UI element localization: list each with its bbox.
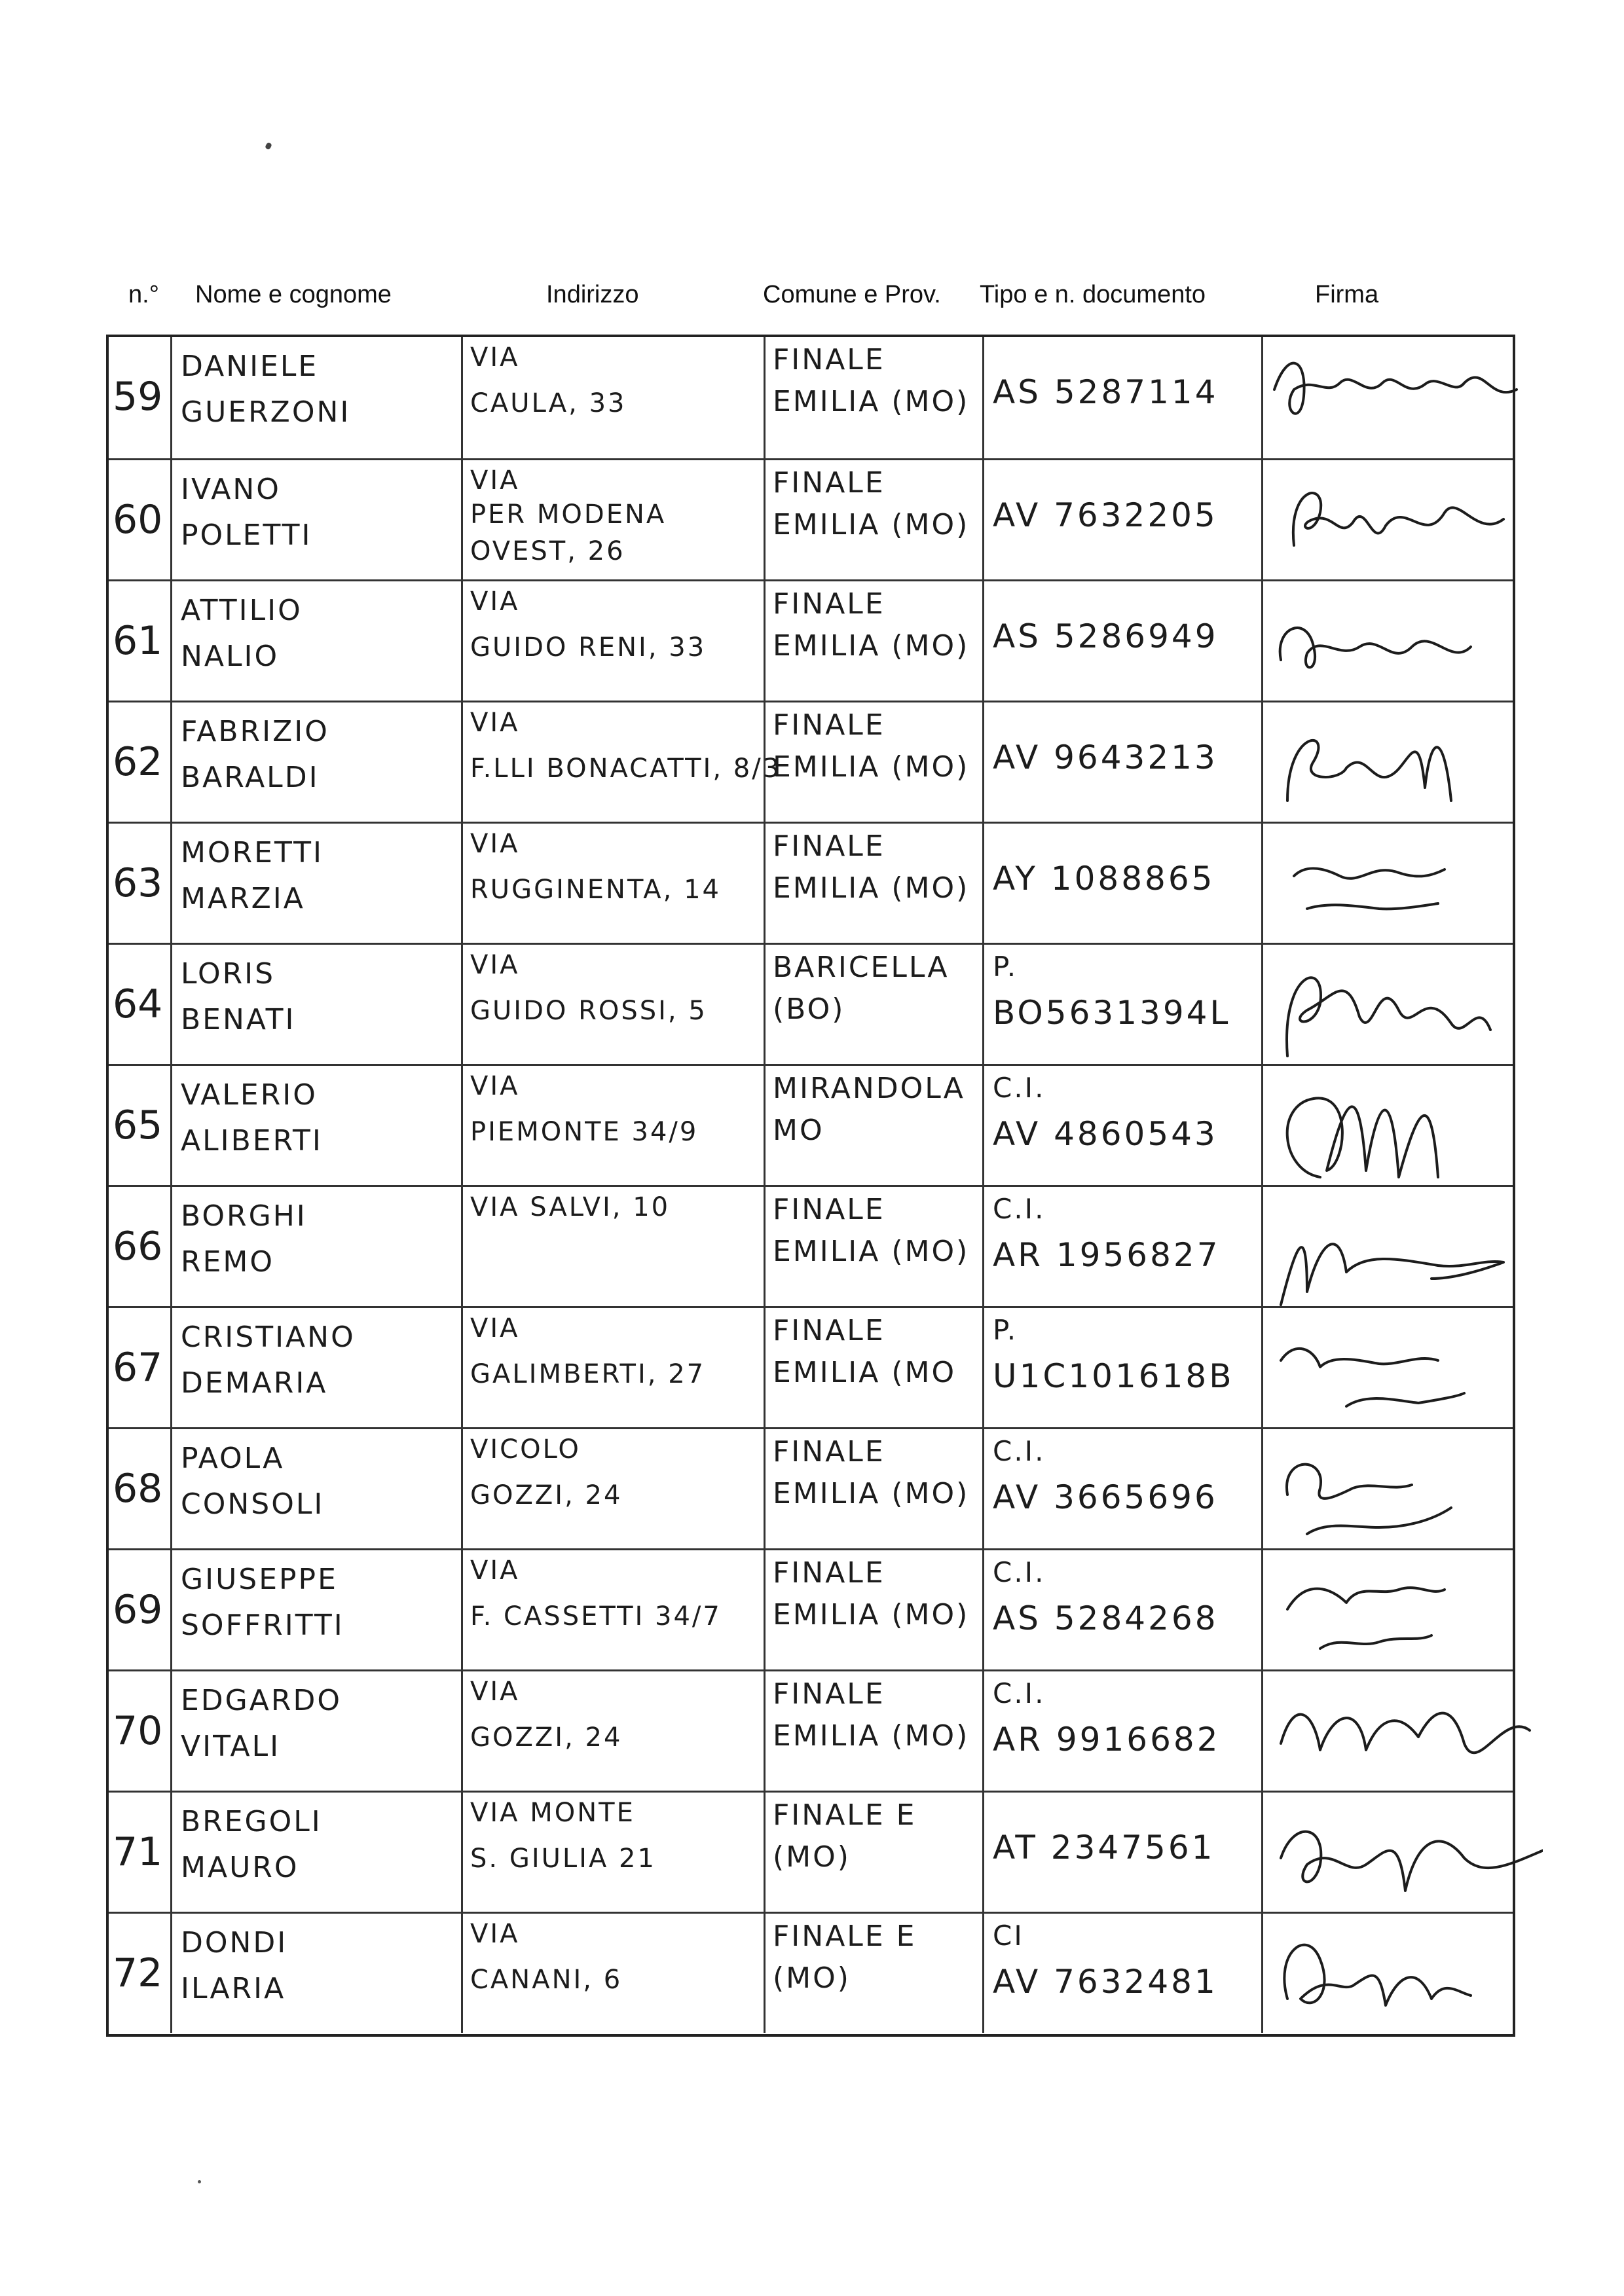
address-line-2: S. GIULIA 21 — [470, 1844, 656, 1874]
signature-path — [1287, 1588, 1445, 1649]
first-name: GIUSEPPE — [181, 1563, 338, 1596]
town-line-1: FINALE — [773, 1677, 885, 1711]
signature — [1268, 702, 1543, 824]
signature — [1268, 1429, 1543, 1550]
table-row — [109, 1306, 1513, 1427]
signature — [1268, 1187, 1543, 1308]
signature-stroke — [1268, 702, 1543, 824]
column-rule — [461, 1914, 463, 2033]
table-row — [109, 822, 1513, 943]
signature-path — [1274, 363, 1517, 414]
column-rule — [1261, 460, 1263, 579]
row-number: 60 — [113, 497, 163, 543]
row-number: 63 — [113, 860, 163, 906]
signature-path — [1281, 1713, 1530, 1753]
signature — [1268, 1914, 1543, 2035]
table-row — [109, 1669, 1513, 1791]
table-row — [109, 337, 1513, 458]
column-rule — [461, 702, 463, 822]
last-name: GUERZONI — [181, 395, 351, 429]
signature-path — [1281, 1349, 1464, 1406]
document-type: C.I. — [993, 1677, 1046, 1709]
last-name: BENATI — [181, 1003, 296, 1036]
last-name: MAURO — [181, 1851, 299, 1884]
table-row — [109, 1548, 1513, 1669]
address-line-1: VIA — [470, 465, 520, 496]
first-name: EDGARDO — [181, 1684, 342, 1717]
row-number: 68 — [113, 1466, 163, 1512]
document-number: AS 5286949 — [993, 617, 1219, 655]
row-number: 70 — [113, 1708, 163, 1754]
last-name: BARALDI — [181, 761, 320, 794]
column-rule — [982, 460, 984, 579]
town-line-2: EMILIA (MO) — [773, 629, 970, 663]
first-name: VALERIO — [181, 1078, 318, 1112]
signature-stroke — [1268, 460, 1543, 581]
row-number: 72 — [113, 1950, 163, 1996]
table-row — [109, 579, 1513, 701]
column-rule — [461, 1066, 463, 1185]
document-number: AV 7632205 — [993, 496, 1218, 534]
document-type: CI — [993, 1920, 1024, 1952]
address-line-1: VICOLO — [470, 1434, 581, 1465]
row-number: 66 — [113, 1224, 163, 1269]
address-line-1: VIA — [470, 342, 520, 373]
address-line-1: VIA — [470, 1677, 520, 1707]
signature-stroke — [1268, 1066, 1543, 1187]
column-rule — [982, 1066, 984, 1185]
signature — [1268, 824, 1543, 945]
column-rule — [1261, 1671, 1263, 1791]
column-rule — [764, 460, 766, 579]
last-name: REMO — [181, 1245, 274, 1279]
document-type: P. — [993, 951, 1018, 983]
column-rule — [1261, 702, 1263, 822]
column-rule — [461, 1308, 463, 1427]
address-line-2: PIEMONTE 34/9 — [470, 1117, 699, 1147]
last-name: POLETTI — [181, 519, 312, 552]
town-line-2: (MO) — [773, 1840, 851, 1874]
document-type: C.I. — [993, 1556, 1046, 1588]
column-rule — [982, 1550, 984, 1669]
column-rule — [982, 824, 984, 943]
town-line-2: EMILIA (MO — [773, 1356, 957, 1389]
document-number: AV 4860543 — [993, 1115, 1218, 1153]
column-rule — [982, 945, 984, 1064]
table-row — [109, 1064, 1513, 1185]
column-rule — [461, 1671, 463, 1791]
signature-stroke — [1268, 1550, 1543, 1671]
document-number: AV 9643213 — [993, 738, 1218, 776]
first-name: CRISTIANO — [181, 1321, 356, 1354]
column-rule — [170, 1671, 172, 1791]
town-line-1: FINALE — [773, 1435, 885, 1468]
first-name: DANIELE — [181, 350, 319, 383]
address-line-1: VIA — [470, 950, 520, 980]
signature-stroke — [1268, 1308, 1543, 1429]
document-type: C.I. — [993, 1193, 1046, 1225]
table-row — [109, 943, 1513, 1064]
address-line-1: VIA — [470, 1919, 520, 1949]
table-row — [109, 1791, 1513, 1912]
column-rule — [764, 337, 766, 458]
document-number: AR 9916682 — [993, 1721, 1221, 1758]
last-name: NALIO — [181, 640, 280, 673]
signature-table — [106, 335, 1515, 2037]
address-line-1: VIA — [470, 1556, 520, 1586]
column-rule — [982, 1187, 984, 1306]
first-name: ATTILIO — [181, 594, 303, 627]
town-line-1: FINALE E — [773, 1798, 917, 1832]
town-line-2: EMILIA (MO) — [773, 1719, 970, 1753]
address-line-2: F. CASSETTI 34/7 — [470, 1601, 722, 1631]
column-rule — [1261, 1429, 1263, 1548]
column-rule — [170, 1308, 172, 1427]
address-line-1: VIA MONTE — [470, 1798, 635, 1828]
header-signature: Firma — [1315, 281, 1379, 308]
column-rule — [1261, 824, 1263, 943]
column-rule — [170, 1066, 172, 1185]
column-rule — [982, 1308, 984, 1427]
column-rule — [461, 945, 463, 1064]
document-number: AS 5287114 — [993, 373, 1219, 411]
column-rule — [764, 824, 766, 943]
signature-stroke — [1268, 1429, 1543, 1550]
town-line-2: (BO) — [773, 993, 845, 1026]
town-line-1: FINALE — [773, 466, 885, 500]
address-line-2: GOZZI, 24 — [470, 1722, 623, 1753]
row-number: 65 — [113, 1102, 163, 1148]
town-line-1: FINALE — [773, 1314, 885, 1347]
address-line-1: VIA — [470, 1313, 520, 1343]
column-rule — [170, 702, 172, 822]
column-rule — [170, 337, 172, 458]
row-number: 69 — [113, 1587, 163, 1633]
address-line-1: VIA — [470, 829, 520, 859]
signature-stroke — [1268, 824, 1543, 945]
column-rule — [982, 702, 984, 822]
row-number: 62 — [113, 739, 163, 785]
header-town: Comune e Prov. — [763, 281, 941, 308]
table-row — [109, 1185, 1513, 1306]
signature-path — [1287, 1465, 1451, 1534]
town-line-1: FINALE — [773, 587, 885, 621]
town-line-1: FINALE — [773, 829, 885, 863]
column-rule — [461, 1429, 463, 1548]
column-rule — [1261, 581, 1263, 701]
column-rule — [170, 581, 172, 701]
column-rule — [461, 581, 463, 701]
column-rule — [764, 1429, 766, 1548]
column-rule — [764, 581, 766, 701]
document-number: AS 5284268 — [993, 1599, 1219, 1637]
column-rule — [1261, 1550, 1263, 1669]
column-rule — [461, 460, 463, 579]
town-line-1: FINALE — [773, 343, 885, 376]
document-type: P. — [993, 1314, 1018, 1346]
last-name: VITALI — [181, 1730, 281, 1763]
header-name: Nome e cognome — [195, 281, 392, 308]
document-number: AV 3665696 — [993, 1478, 1218, 1516]
signature-path — [1287, 1098, 1438, 1177]
signature — [1268, 945, 1543, 1066]
ink-dot — [198, 2180, 201, 2183]
address-line-2: CANANI, 6 — [470, 1965, 623, 1995]
signature-path — [1280, 628, 1471, 667]
header-document: Tipo e n. documento — [980, 281, 1206, 308]
column-rule — [764, 1793, 766, 1912]
ink-speck — [265, 142, 272, 151]
signature-path — [1294, 868, 1445, 909]
signature-stroke — [1268, 945, 1543, 1066]
column-rule — [461, 337, 463, 458]
address-line-2: F.LLI BONACATTI, 8/3 — [470, 754, 782, 784]
column-rule — [764, 1671, 766, 1791]
column-rule — [764, 1308, 766, 1427]
column-rule — [170, 460, 172, 579]
column-rule — [982, 1671, 984, 1791]
column-rule — [1261, 1308, 1263, 1427]
first-name: BORGHI — [181, 1199, 307, 1233]
document-number: U1C101618B — [993, 1357, 1234, 1395]
first-name: BREGOLI — [181, 1805, 322, 1838]
row-number: 61 — [113, 618, 163, 664]
table-row — [109, 701, 1513, 822]
town-line-1: FINALE E — [773, 1920, 917, 1953]
last-name: ILARIA — [181, 1972, 286, 2005]
document-type: C.I. — [993, 1435, 1046, 1467]
first-name: PAOLA — [181, 1442, 285, 1475]
town-line-2: EMILIA (MO) — [773, 1235, 970, 1268]
signature — [1268, 337, 1543, 458]
signature-stroke — [1268, 337, 1543, 458]
town-line-1: FINALE — [773, 1556, 885, 1590]
town-line-2: EMILIA (MO) — [773, 508, 970, 541]
town-line-2: EMILIA (MO) — [773, 871, 970, 905]
town-line-2: (MO) — [773, 1961, 851, 1995]
signature — [1268, 1308, 1543, 1429]
address-line-2: GUIDO RENI, 33 — [470, 632, 707, 663]
column-rule — [764, 945, 766, 1064]
row-number: 64 — [113, 981, 163, 1027]
column-rule — [764, 1550, 766, 1669]
column-rule — [170, 1914, 172, 2033]
document-number: AV 7632481 — [993, 1963, 1218, 2001]
column-rule — [1261, 1914, 1263, 2033]
signature — [1268, 1671, 1543, 1793]
address-line-3: OVEST, 26 — [470, 536, 625, 566]
first-name: LORIS — [181, 957, 276, 991]
document-number: AR 1956827 — [993, 1236, 1221, 1274]
column-rule — [982, 1793, 984, 1912]
first-name: FABRIZIO — [181, 715, 329, 748]
signature — [1268, 1550, 1543, 1671]
town-line-2: EMILIA (MO) — [773, 750, 970, 784]
address-line-2: PER MODENA — [470, 500, 667, 530]
town-line-2: EMILIA (MO) — [773, 385, 970, 418]
column-rule — [461, 1187, 463, 1306]
last-name: DEMARIA — [181, 1366, 328, 1400]
signature — [1268, 1066, 1543, 1187]
column-rule — [170, 1550, 172, 1669]
first-name: MORETTI — [181, 836, 323, 869]
row-number: 71 — [113, 1829, 163, 1875]
column-rule — [170, 1187, 172, 1306]
signature-path — [1293, 493, 1504, 545]
signature-stroke — [1268, 581, 1543, 702]
document-number: AT 2347561 — [993, 1829, 1215, 1867]
town-line-2: EMILIA (MO) — [773, 1477, 970, 1510]
document-number: BO5631394L — [993, 994, 1231, 1032]
column-rule — [982, 337, 984, 458]
town-line-1: MIRANDOLA — [773, 1072, 965, 1105]
first-name: DONDI — [181, 1926, 288, 1959]
address-line-1: VIA — [470, 1071, 520, 1101]
town-line-1: FINALE — [773, 708, 885, 742]
column-rule — [1261, 945, 1263, 1064]
column-rule — [461, 1793, 463, 1912]
document-number: AY 1088865 — [993, 860, 1215, 898]
row-number: 59 — [113, 374, 163, 420]
document-type: C.I. — [993, 1072, 1046, 1104]
row-number: 67 — [113, 1345, 163, 1391]
address-line-1: VIA — [470, 708, 520, 738]
column-rule — [1261, 337, 1263, 458]
column-rule — [170, 945, 172, 1064]
last-name: ALIBERTI — [181, 1124, 323, 1157]
address-line-1: VIA SALVI, 10 — [470, 1192, 671, 1222]
column-rule — [982, 1429, 984, 1548]
address-line-2: RUGGINENTA, 14 — [470, 875, 721, 905]
column-rule — [461, 824, 463, 943]
column-rule — [1261, 1187, 1263, 1306]
signature-path — [1287, 740, 1451, 801]
column-rule — [170, 1429, 172, 1548]
signature-path — [1281, 1832, 1543, 1891]
column-rule — [1261, 1066, 1263, 1185]
town-line-2: EMILIA (MO) — [773, 1598, 970, 1631]
address-line-2: GOZZI, 24 — [470, 1480, 623, 1510]
column-rule — [170, 824, 172, 943]
column-rule — [1261, 1793, 1263, 1912]
table-row — [109, 1912, 1513, 2033]
last-name: MARZIA — [181, 882, 305, 915]
last-name: CONSOLI — [181, 1487, 325, 1521]
header-address: Indirizzo — [546, 281, 639, 308]
signature-path — [1281, 1244, 1504, 1305]
table-row — [109, 1427, 1513, 1548]
last-name: SOFFRITTI — [181, 1609, 344, 1642]
signature — [1268, 581, 1543, 702]
table-row — [109, 458, 1513, 579]
signature — [1268, 1793, 1543, 1914]
signature-stroke — [1268, 1187, 1543, 1308]
address-line-1: VIA — [470, 587, 520, 617]
address-line-2: GALIMBERTI, 27 — [470, 1359, 706, 1389]
town-line-1: FINALE — [773, 1193, 885, 1226]
signature-path — [1284, 1945, 1471, 2005]
column-rule — [170, 1793, 172, 1912]
first-name: IVANO — [181, 473, 281, 506]
column-rule — [764, 1066, 766, 1185]
column-rule — [982, 581, 984, 701]
signature-stroke — [1268, 1914, 1543, 2035]
column-rule — [764, 1914, 766, 2033]
column-rule — [982, 1914, 984, 2033]
town-line-2: MO — [773, 1114, 824, 1147]
column-rule — [764, 1187, 766, 1306]
column-rule — [461, 1550, 463, 1669]
signature — [1268, 460, 1543, 581]
address-line-2: GUIDO ROSSI, 5 — [470, 996, 707, 1026]
signature-stroke — [1268, 1671, 1543, 1793]
signature-stroke — [1268, 1793, 1543, 1914]
signature-path — [1287, 977, 1490, 1056]
town-line-1: BARICELLA — [773, 951, 950, 984]
header-number: n.° — [128, 281, 159, 308]
address-line-2: CAULA, 33 — [470, 388, 627, 418]
